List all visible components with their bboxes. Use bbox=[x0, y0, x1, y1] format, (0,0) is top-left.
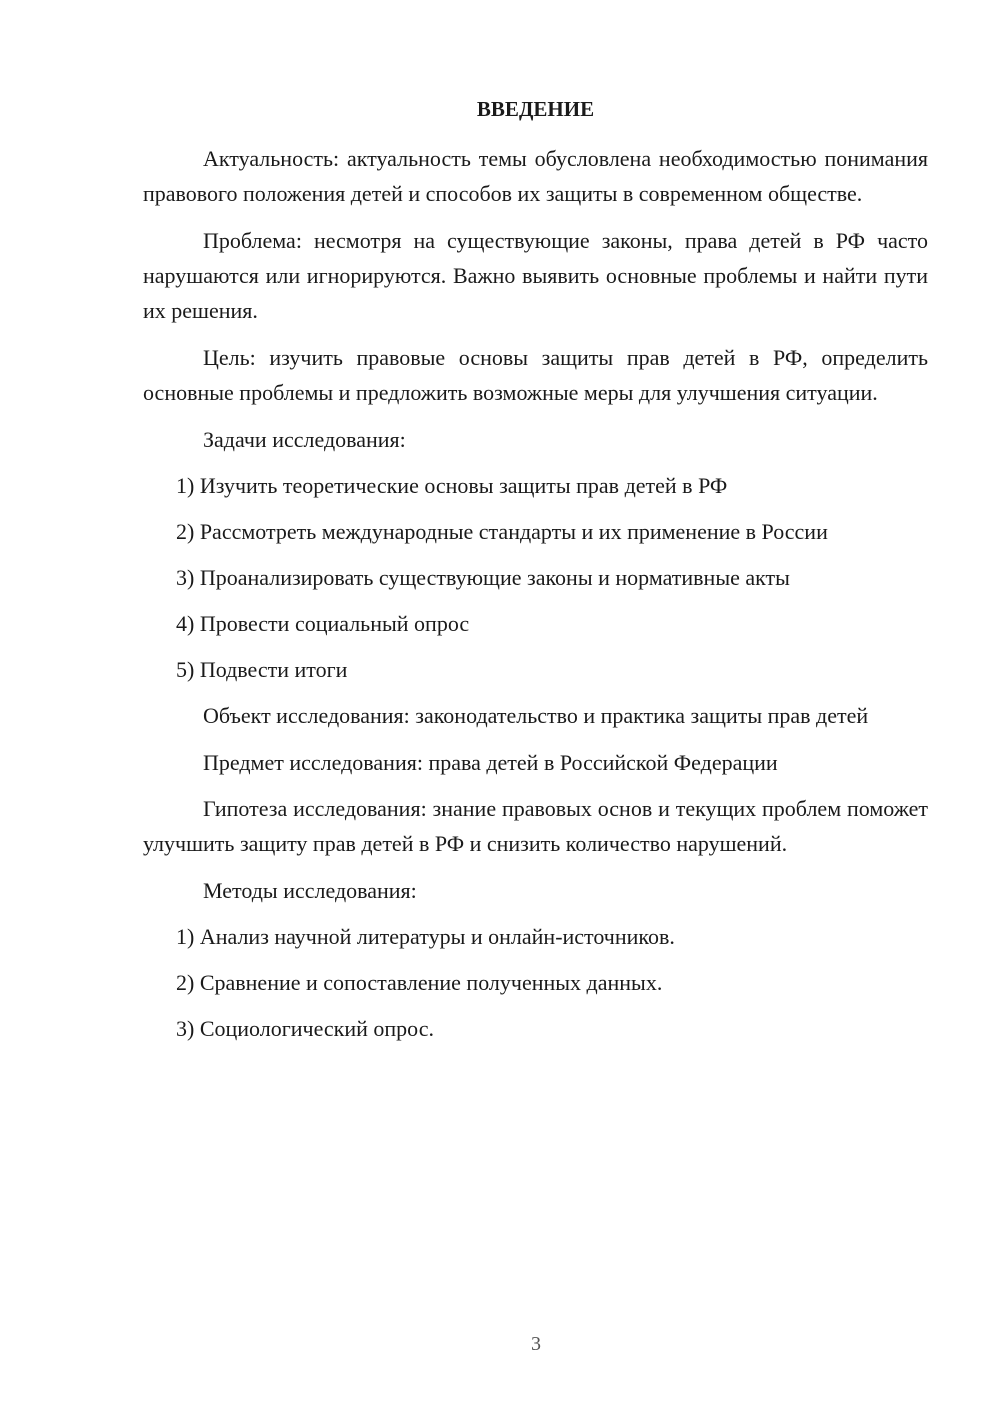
relevance-paragraph: Актуальность: актуальность темы обусловлена необходимостью понимания правового положения детей и способов их защиты в современном обществе. bbox=[143, 146, 928, 206]
hypothesis-paragraph: Гипотеза исследования: знание правовых основ и текущих проблем поможет улучшить защиту прав детей в РФ и снизить количество нарушений. bbox=[143, 796, 928, 856]
list-item: 1) Изучить теоретические основы защиты прав детей в РФ bbox=[176, 473, 728, 498]
list-item: 5) Подвести итоги bbox=[176, 657, 348, 682]
subject-paragraph: Предмет исследования: права детей в Российской Федерации bbox=[203, 750, 778, 775]
page-title: ВВЕДЕНИЕ bbox=[476, 97, 595, 121]
methods-heading: Методы исследования: bbox=[203, 878, 417, 903]
goal-paragraph: Цель: изучить правовые основы защиты прав детей в РФ, определить основные проблемы и предложить возможные меры для улучшения ситуации. bbox=[143, 345, 928, 405]
page-content bbox=[143, 92, 928, 1057]
object-paragraph: Объект исследования: законодательство и практика защиты прав детей bbox=[203, 703, 869, 728]
page-number: 3 bbox=[531, 1333, 541, 1355]
tasks-heading: Задачи исследования: bbox=[203, 427, 406, 452]
list-item: 3) Проанализировать существующие законы и нормативные акты bbox=[176, 565, 790, 590]
methods-list bbox=[143, 919, 928, 1046]
list-item: 4) Провести социальный опрос bbox=[176, 611, 470, 636]
list-item: 3) Социологический опрос. bbox=[176, 1016, 434, 1041]
list-item: 2) Сравнение и сопоставление полученных данных. bbox=[176, 970, 663, 995]
list-item: 2) Рассмотреть международные стандарты и их применение в России bbox=[176, 519, 828, 544]
list-item: 1) Анализ научной литературы и онлайн-источников. bbox=[176, 924, 675, 949]
problem-paragraph: Проблема: несмотря на существующие законы, права детей в РФ часто нарушаются или игнорируются. Важно выявить основные проблемы и найти пути их решения. bbox=[143, 228, 928, 323]
tasks-list bbox=[143, 468, 928, 687]
